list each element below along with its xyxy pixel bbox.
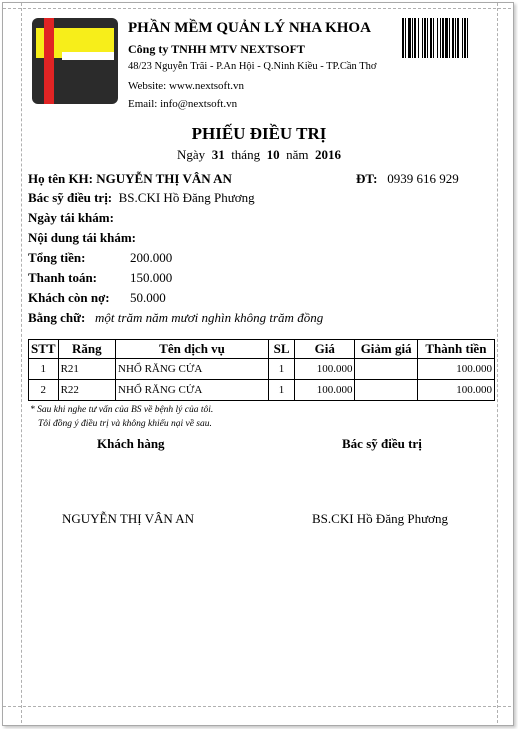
cell-stt: 1 [29,359,59,380]
service-table [28,339,495,401]
customer-name-label: Họ tên KH: [28,171,93,186]
margin-guide-right [497,3,498,723]
nextsoft-logo-icon [32,18,118,104]
revisit-date-label: Ngày tái khám: [28,210,114,225]
col-header-service: Tên dịch vụ [116,340,269,359]
date-year: 2016 [314,147,341,162]
revisit-content-label: Nội dung tái khám: [28,230,136,245]
cell-stt: 2 [29,380,59,401]
paid-value: 150.000 [130,270,173,285]
customer-signature-name: NGUYỄN THỊ VÂN AN [62,511,195,526]
table-row [29,380,495,401]
col-header-discount: Giảm giá [355,340,417,359]
consent-note-line2: Tôi đồng ý điều trị và không khiếu nại về sau. [38,419,212,429]
barcode-icon [402,18,494,58]
cell-qty: 1 [269,380,295,401]
customer-name-row [28,171,232,187]
document-date [0,147,518,163]
doctor-signature-name: BS.CKI Hồ Đăng Phương [312,511,448,526]
total-value: 200.000 [130,250,173,265]
col-header-stt: STT [29,340,59,359]
doctor-row [28,190,255,206]
paid-label: Thanh toán: [28,270,97,285]
customer-signature-label: Khách hàng [97,436,165,451]
company-email: Email: info@nextsoft.vn [128,98,238,110]
phone-label: ĐT: [356,171,378,186]
amount-in-words-label: Bằng chữ: [28,310,86,325]
month-label: tháng [231,147,261,162]
cell-price: 100.000 [294,359,355,380]
date-month: 10 [266,147,280,162]
table-row [29,359,495,380]
table-header-row [29,340,495,359]
date-prefix: Ngày [177,147,206,162]
document-title: PHIẾU ĐIỀU TRỊ [191,124,327,143]
cell-amount: 100.000 [417,359,494,380]
amount-in-words: một trăm năm mươi nghìn không trăm đồng [95,310,324,325]
cell-discount [355,359,417,380]
col-header-tooth: Răng [58,340,115,359]
consent-note-line1: * Sau khi nghe tư vấn của BS về bệnh lý của tôi. [30,405,214,415]
owed-value: 50.000 [130,290,166,305]
customer-name: NGUYỄN THỊ VÂN AN [96,171,232,186]
cell-tooth: R22 [58,380,115,401]
col-header-qty: SL [269,340,295,359]
brand-name: PHẦN MỀM QUẢN LÝ NHA KHOA [128,20,371,36]
doctor-label: Bác sỹ điều trị: [28,190,113,205]
phone-value: 0939 616 929 [387,171,459,186]
col-header-amount: Thành tiền [417,340,494,359]
total-label: Tổng tiền: [28,250,86,265]
margin-guide-left [21,3,22,723]
cell-tooth: R21 [58,359,115,380]
amount-in-words-row [28,310,323,326]
cell-amount: 100.000 [417,380,494,401]
margin-guide-bottom [3,706,511,707]
cell-service: NHỔ RĂNG CỬA [116,359,269,380]
cell-qty: 1 [269,359,295,380]
owed-label: Khách còn nợ: [28,290,110,305]
col-header-price: Giá [294,340,355,359]
year-label: năm [286,147,309,162]
cell-discount [355,380,417,401]
doctor-value: BS.CKI Hồ Đăng Phương [118,190,255,205]
cell-service: NHỔ RĂNG CỬA [116,380,269,401]
cell-price: 100.000 [294,380,355,401]
phone-row [356,171,459,187]
date-day: 31 [211,147,225,162]
margin-guide-top [3,8,511,9]
company-website: Website: www.nextsoft.vn [128,80,245,92]
company-name: Công ty TNHH MTV NEXTSOFT [128,42,305,56]
doctor-signature-label: Bác sỹ điều trị [342,436,422,451]
company-address: 48/23 Nguyễn Trãi - P.An Hội - Q.Ninh Kiều - TP.Cần Thơ [128,61,377,72]
